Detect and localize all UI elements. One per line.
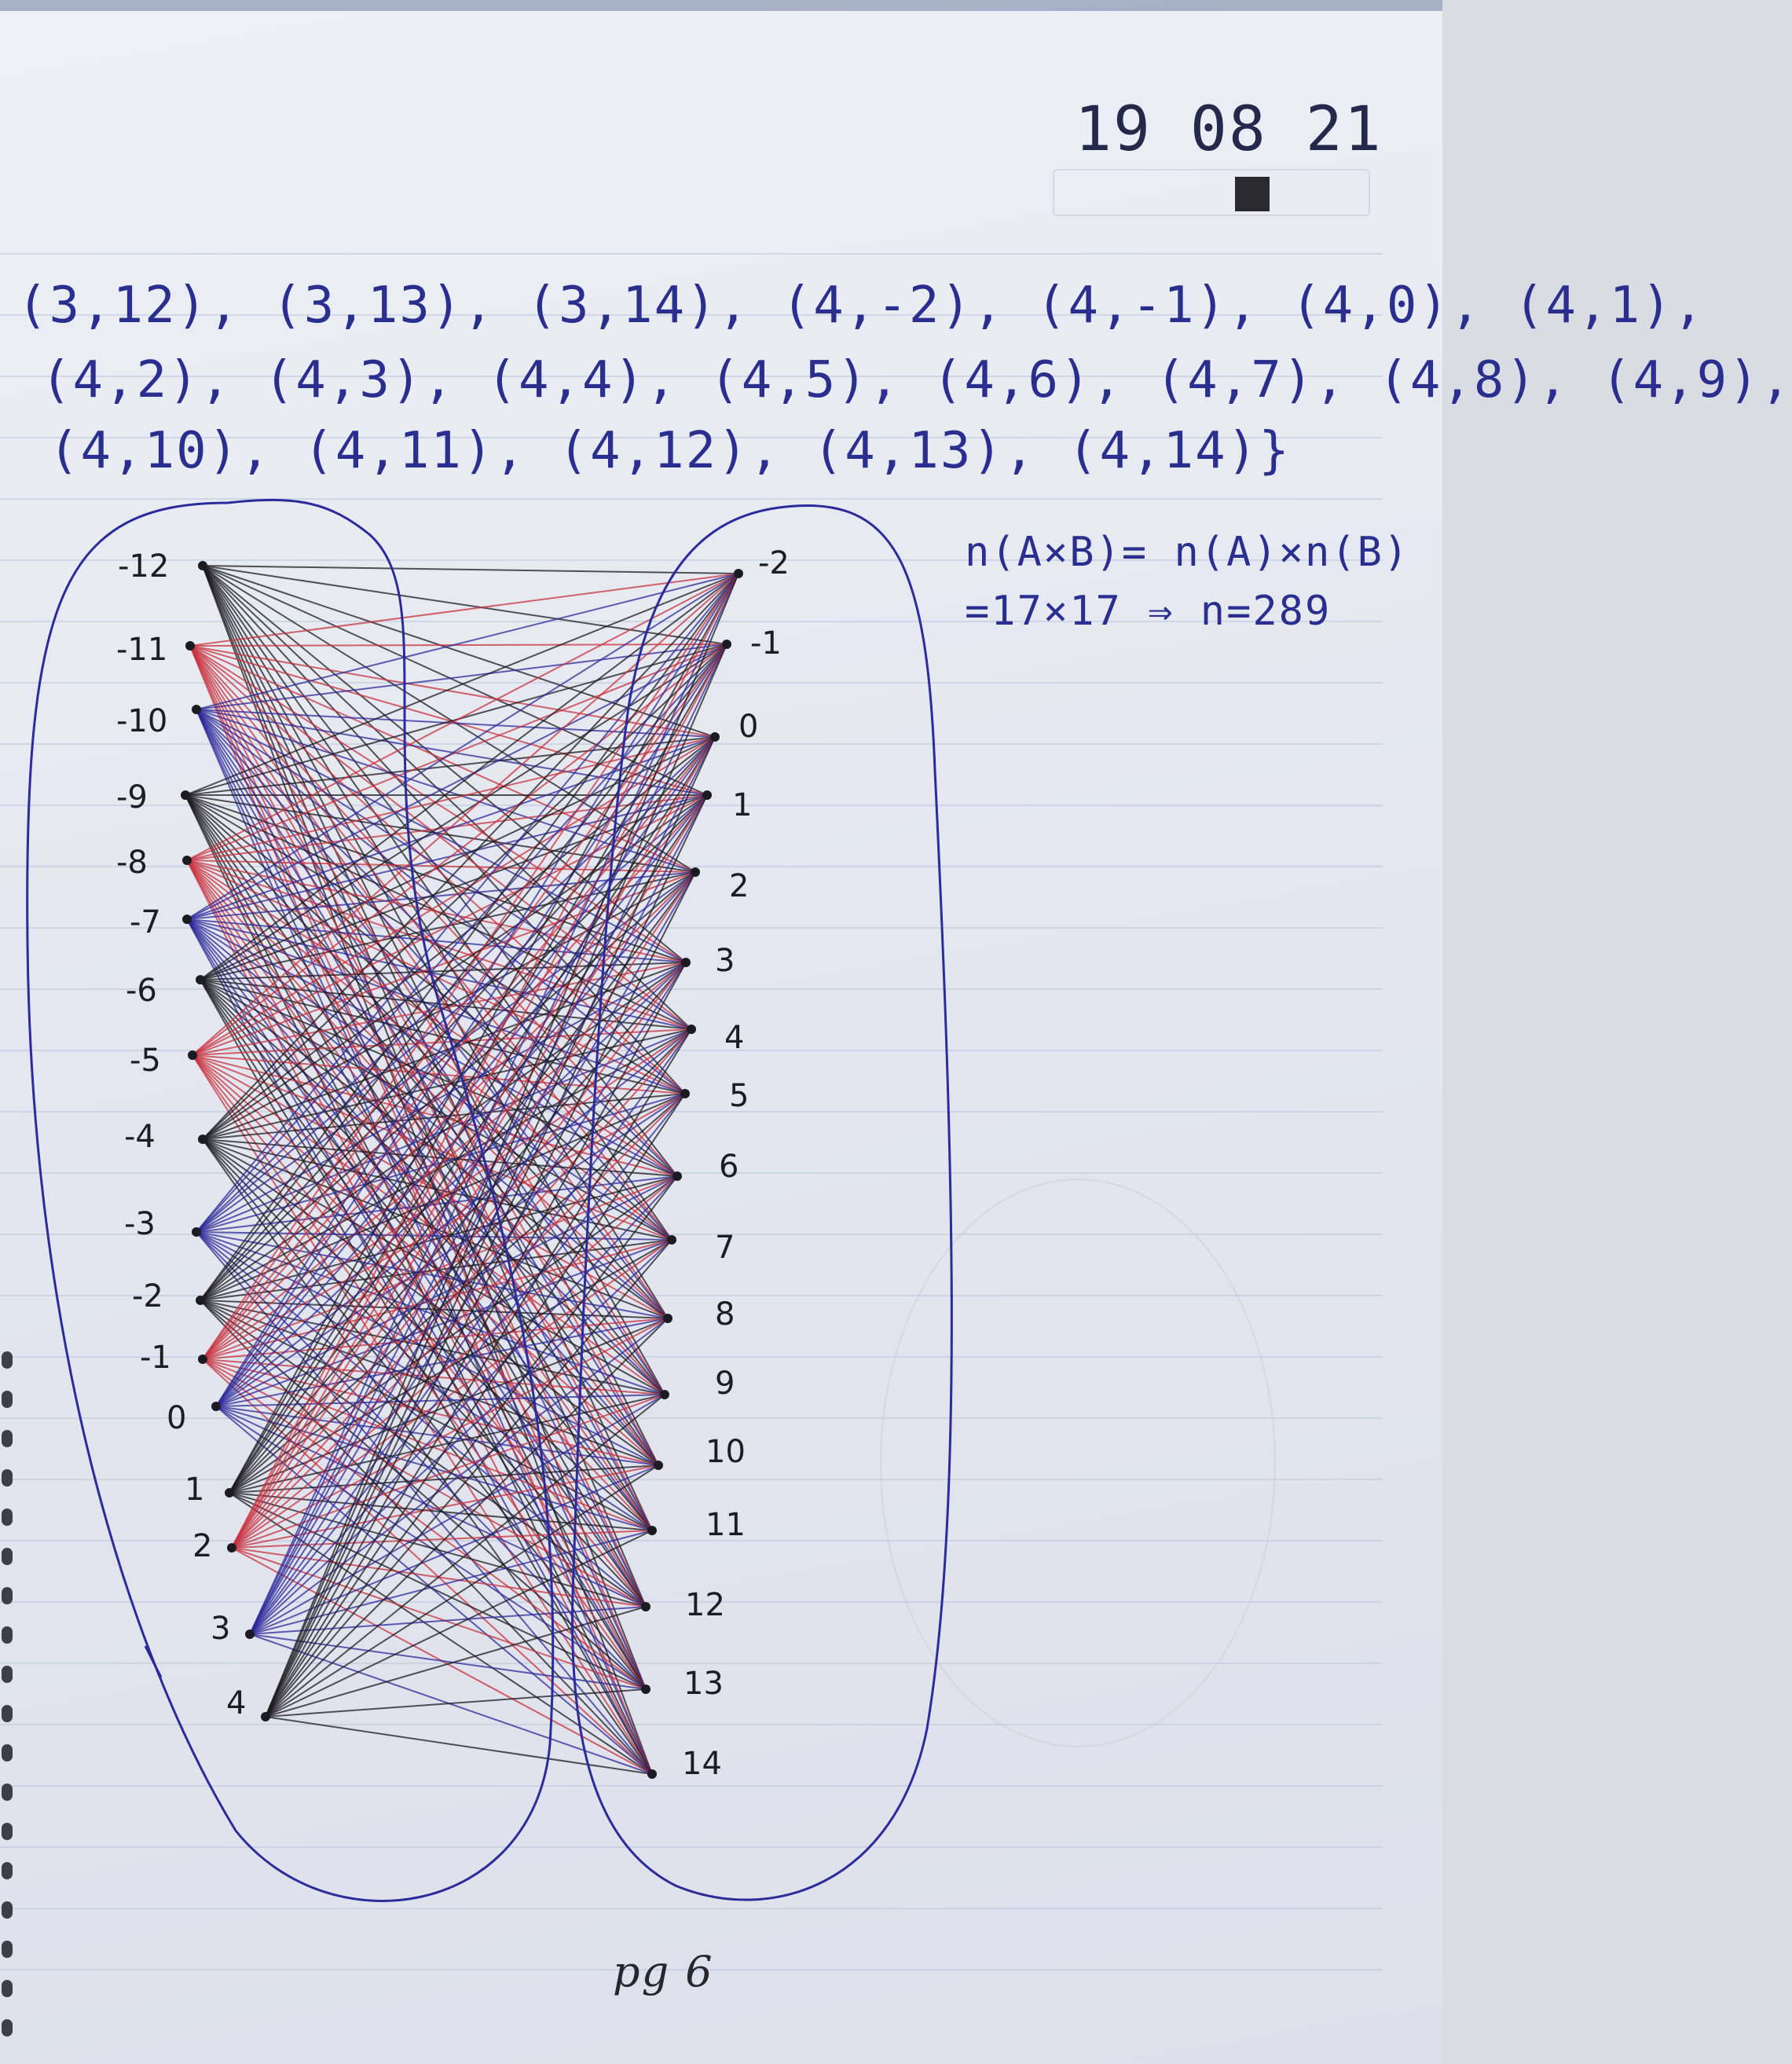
cardinality-formula-line-2: =17×17 ⇒ n=289	[965, 588, 1332, 635]
mapping-lines	[185, 566, 738, 1774]
set-a-node	[225, 1488, 234, 1498]
set-a-label: 3	[211, 1611, 231, 1647]
set-b-label: 5	[729, 1078, 749, 1114]
set-b-node	[710, 732, 720, 742]
set-a-label: -11	[116, 632, 168, 668]
cardinality-formula-line-1: n(A×B)= n(A)×n(B)	[965, 529, 1410, 576]
set-b-node	[660, 1390, 669, 1399]
set-a-label: -3	[124, 1206, 156, 1242]
set-b-label: 12	[685, 1587, 725, 1623]
set-a-label: -4	[124, 1119, 156, 1155]
oval-stroke-tail	[145, 1646, 161, 1677]
set-a-label: -1	[140, 1340, 171, 1376]
set-a-node	[182, 915, 192, 924]
set-a-label: -6	[126, 973, 157, 1009]
set-b-node	[647, 1526, 657, 1535]
set-a-label: -7	[130, 904, 161, 940]
set-a-label: -10	[116, 703, 168, 739]
set-a-label: 1	[185, 1472, 205, 1508]
set-b-label: 10	[705, 1434, 746, 1470]
set-a-node	[261, 1712, 270, 1721]
mapping-line	[203, 566, 686, 962]
set-a-label: -2	[132, 1278, 163, 1314]
set-a-node	[181, 790, 190, 800]
set-a-node	[198, 1355, 207, 1364]
date: 19 08 21	[1075, 94, 1383, 165]
set-a-node	[211, 1402, 221, 1411]
set-b-node	[663, 1314, 672, 1323]
set-b-label: 0	[738, 709, 759, 745]
set-a-node	[192, 1227, 201, 1237]
set-b-node	[681, 958, 691, 967]
set-b-node	[641, 1685, 650, 1694]
set-a-label: 4	[226, 1685, 247, 1721]
set-a-node	[196, 1296, 205, 1305]
set-b-label: -1	[750, 625, 782, 662]
set-a-label: -8	[116, 845, 148, 881]
set-b-node	[687, 1025, 696, 1034]
set-a-node	[185, 641, 195, 651]
set-a-label: -5	[130, 1043, 161, 1079]
mapping-line	[203, 566, 727, 644]
set-b-node	[734, 569, 743, 578]
set-a-node	[198, 1135, 207, 1144]
set-b-node	[667, 1235, 676, 1245]
set-b-label: 4	[724, 1020, 745, 1056]
set-b-label: 13	[683, 1666, 724, 1702]
set-b-label: 2	[729, 868, 749, 904]
mapping-line	[229, 1493, 652, 1774]
mapping-line	[192, 962, 686, 1055]
set-b-node	[654, 1461, 663, 1470]
set-b-label: 9	[715, 1366, 735, 1402]
set-b-node	[702, 790, 712, 800]
set-a-label: -12	[118, 548, 170, 585]
set-b-node	[647, 1769, 657, 1779]
mapping-line	[266, 1689, 646, 1717]
set-b-label: 1	[732, 787, 753, 823]
set-b-label: 3	[715, 943, 735, 979]
set-a-node	[227, 1543, 236, 1553]
set-b-node	[722, 640, 731, 649]
set-a-node	[196, 975, 205, 984]
set-a-node	[188, 1050, 197, 1060]
set-b-node	[680, 1089, 690, 1098]
set-a-label: -9	[116, 779, 148, 816]
mapping-line	[203, 566, 715, 737]
set-a-node	[245, 1630, 255, 1639]
set-a-node	[192, 705, 201, 714]
set-a-label: 0	[167, 1400, 187, 1436]
set-b-node	[691, 867, 700, 877]
set-b-label: 6	[719, 1149, 739, 1185]
page-number: pg 6	[613, 1947, 714, 1996]
mapping-line	[192, 737, 715, 1055]
set-listing-line-3: (4,10), (4,11), (4,12), (4,13), (4,14)}	[49, 422, 1291, 480]
set-a-node	[198, 561, 207, 570]
set-b-label: 8	[715, 1296, 735, 1333]
set-b-node	[672, 1171, 682, 1181]
set-b-label: 14	[682, 1746, 722, 1782]
set-a-node	[182, 856, 192, 865]
set-b-label: 11	[705, 1507, 746, 1543]
set-listing-line-1: (3,12), (3,13), (3,14), (4,-2), (4,-1), (4,0), (4,1),	[17, 277, 1706, 335]
set-listing-line-2: (4,2), (4,3), (4,4), (4,5), (4,6), (4,7), (4,8), (4,9),	[41, 351, 1792, 409]
set-b-node	[641, 1602, 650, 1611]
set-b-label: 7	[715, 1230, 735, 1266]
mapping-line	[203, 566, 738, 574]
set-a-label: 2	[192, 1528, 213, 1564]
set-b-label: -2	[758, 545, 790, 581]
